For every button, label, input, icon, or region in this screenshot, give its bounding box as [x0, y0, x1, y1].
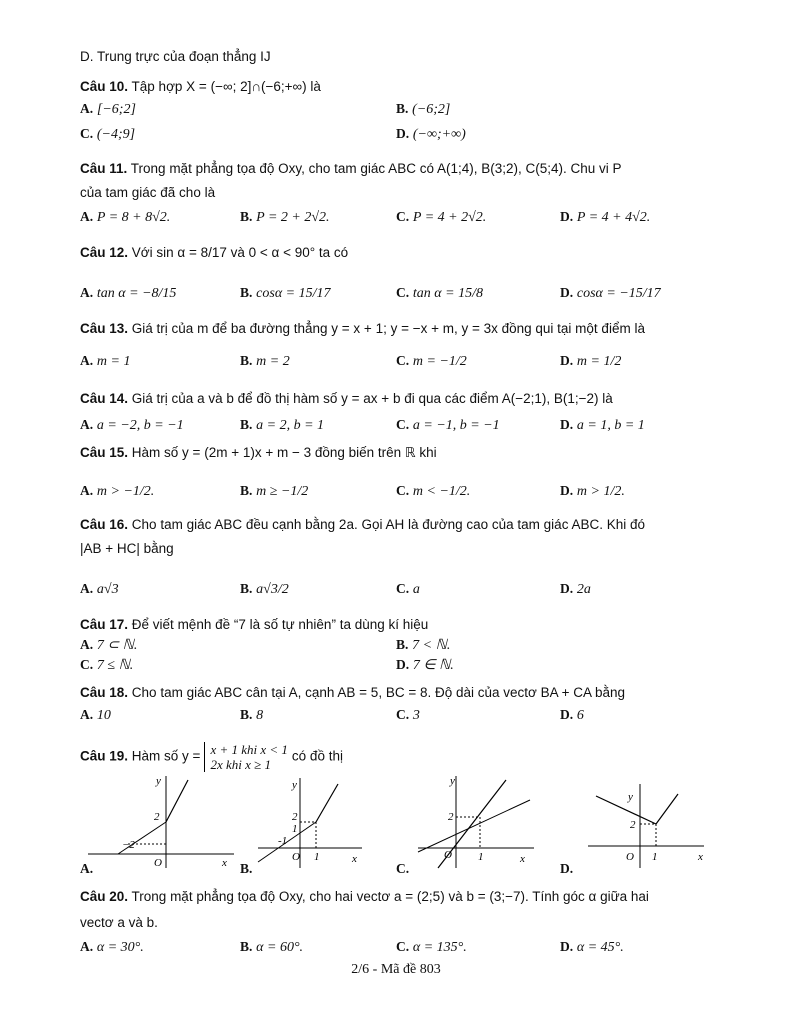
- option-q20-c[interactable]: [396, 938, 467, 956]
- graph-a-m2: −2: [122, 839, 135, 851]
- option-letter: B.: [240, 861, 253, 876]
- question-q18-stem: [80, 684, 625, 701]
- option-q14-b[interactable]: [240, 416, 324, 434]
- option-q17-d[interactable]: [396, 656, 454, 674]
- option-letter: C.: [80, 126, 94, 141]
- piece-2: 2x khi x ≥ 1: [210, 757, 272, 772]
- option-q12-a[interactable]: [80, 284, 176, 302]
- option-q16-d[interactable]: [560, 580, 591, 598]
- graph-a: [78, 770, 238, 870]
- graph-a-2: 2: [154, 811, 160, 823]
- piece-1: x + 1 khi x < 1: [210, 742, 288, 757]
- option-q11-d[interactable]: [560, 208, 650, 226]
- option-text: 3: [412, 708, 420, 723]
- option-text: α = 30°.: [96, 940, 144, 955]
- option-text: cosα = 15/17: [256, 286, 331, 301]
- option-q17-b[interactable]: [396, 636, 450, 654]
- option-q18-b[interactable]: [240, 706, 263, 724]
- graph-b-o: O: [292, 851, 300, 863]
- question-q19-stem: [80, 742, 343, 772]
- option-q10-c[interactable]: [80, 125, 135, 143]
- piecewise-brace: [204, 742, 287, 772]
- option-q12-d[interactable]: [560, 284, 661, 302]
- option-text: P = 2 + 2√2.: [256, 210, 330, 225]
- q19-stem-post: có đồ thị: [291, 748, 343, 764]
- question-q16-stem-cont: |AB + HC| bằng: [80, 541, 174, 556]
- option-q15-a[interactable]: [80, 482, 154, 500]
- option-letter: C.: [396, 209, 410, 224]
- question-text: Cho tam giác ABC đều cạnh bằng 2a. Gọi AH là đường cao của tam giác ABC. Khi đó: [131, 517, 645, 532]
- option-letter: D.: [560, 861, 574, 876]
- option-letter: D.: [560, 581, 574, 596]
- option-q12-b[interactable]: [240, 284, 331, 302]
- option-letter: D.: [560, 939, 574, 954]
- option-letter: D.: [560, 353, 574, 368]
- question-label: Câu 18.: [80, 685, 129, 700]
- question-q13-stem: [80, 320, 645, 337]
- option-letter: B.: [240, 707, 253, 722]
- graph-a-x: x: [222, 857, 227, 869]
- option-letter: B.: [240, 417, 253, 432]
- question-label: Câu 16.: [80, 517, 129, 532]
- option-q20-d[interactable]: [560, 938, 624, 956]
- question-q14-stem: [80, 390, 613, 407]
- option-letter: A.: [80, 285, 94, 300]
- graph-b-x: x: [352, 853, 357, 865]
- option-letter: D.: [396, 126, 410, 141]
- question-text: Hàm số y = (2m + 1)x + m − 3 đồng biến trên ℝ khi: [131, 445, 437, 460]
- question-text: Trong mặt phẳng tọa độ Oxy, cho tam giác ABC có A(1;4), B(3;2), C(5;4). Chu vi P: [130, 161, 622, 176]
- option-text: 7 ⊂ ℕ.: [96, 638, 138, 653]
- option-q15-c[interactable]: [396, 482, 470, 500]
- option-q10-b[interactable]: [396, 100, 450, 118]
- option-letter: A.: [80, 417, 94, 432]
- option-text: a = 1, b = 1: [576, 418, 645, 433]
- question-label: Câu 15.: [80, 445, 129, 460]
- option-letter: D.: [560, 417, 574, 432]
- option-letter: A.: [80, 483, 94, 498]
- option-q14-a[interactable]: [80, 416, 184, 434]
- graph-b: [238, 770, 368, 870]
- option-letter: A.: [80, 101, 94, 116]
- option-q18-c[interactable]: [396, 706, 420, 724]
- option-text: 8: [256, 708, 264, 723]
- option-text: m > −1/2.: [96, 484, 155, 499]
- option-text: 7 ≤ ℕ.: [96, 658, 134, 673]
- graph-a-o: O: [154, 857, 162, 869]
- graph-c-x: x: [520, 853, 525, 865]
- option-q20-b[interactable]: [240, 938, 303, 956]
- option-text: a√3: [96, 582, 119, 597]
- question-label: Câu 12.: [80, 245, 129, 260]
- option-q13-b[interactable]: [240, 352, 290, 370]
- option-text: 7 < ℕ.: [412, 638, 451, 653]
- option-q13-c[interactable]: [396, 352, 467, 370]
- option-letter: D.: [396, 657, 410, 672]
- option-letter: D.: [560, 707, 574, 722]
- option-text: m = −1/2: [412, 354, 467, 369]
- option-letter: C.: [396, 285, 410, 300]
- option-letter: B.: [240, 939, 253, 954]
- question-q10-stem: [80, 78, 321, 95]
- question-text: Giá trị của a và b để đồ thị hàm số y = ax + b đi qua các điểm A(−2;1), B(1;−2) là: [131, 391, 613, 406]
- question-label: Câu 20.: [80, 889, 129, 904]
- option-q18-a[interactable]: [80, 706, 111, 724]
- option-text: α = 135°.: [412, 940, 467, 955]
- option-letter: C.: [396, 483, 410, 498]
- option-text: cosα = −15/17: [576, 286, 661, 301]
- option-q13-d[interactable]: [560, 352, 621, 370]
- option-q12-c[interactable]: [396, 284, 483, 302]
- option-letter: A.: [80, 581, 94, 596]
- question-q15-stem: [80, 444, 437, 461]
- option-q10-a[interactable]: [80, 100, 136, 118]
- option-text: 2a: [576, 582, 591, 597]
- option-text: 6: [576, 708, 584, 723]
- option-q18-d[interactable]: [560, 706, 584, 724]
- option-letter: A.: [80, 353, 94, 368]
- option-letter: C.: [396, 707, 410, 722]
- graph-d-2: 2: [630, 819, 636, 831]
- question-label: Câu 17.: [80, 617, 129, 632]
- question-q17-stem: [80, 616, 428, 633]
- question-label: Câu 14.: [80, 391, 129, 406]
- option-letter: D.: [560, 209, 574, 224]
- question-text: Tập hợp X = (−∞; 2]∩(−6;+∞) là: [131, 79, 321, 94]
- prev-option-d: D. Trung trực của đoạn thẳng IJ: [80, 49, 271, 64]
- option-letter: D.: [560, 483, 574, 498]
- graph-c-x1: 1: [478, 851, 484, 863]
- graph-d-x: x: [698, 851, 703, 863]
- option-text: (−4;9]: [96, 127, 136, 142]
- q19-stem-pre: Hàm số y =: [131, 748, 201, 764]
- option-q13-a[interactable]: [80, 352, 130, 370]
- option-q20-a[interactable]: [80, 938, 144, 956]
- graph-b-x1: 1: [314, 851, 320, 863]
- graph-a-y: y: [156, 775, 161, 787]
- page-footer: 2/6 - Mã đề 803: [351, 962, 441, 977]
- graph-b-2: 2: [292, 811, 298, 823]
- option-letter: C.: [396, 353, 410, 368]
- graph-d-y: y: [628, 791, 633, 803]
- option-letter: B.: [240, 285, 253, 300]
- option-letter: B.: [396, 637, 409, 652]
- option-text: 7 ∈ ℕ.: [412, 658, 454, 673]
- option-letter: C.: [396, 861, 410, 876]
- option-q11-b[interactable]: [240, 208, 330, 226]
- option-text: P = 4 + 4√2.: [576, 210, 651, 225]
- option-text: a = −2, b = −1: [96, 418, 184, 433]
- option-text: m = 1: [96, 354, 131, 369]
- option-letter: C.: [396, 581, 410, 596]
- graph-c-y: y: [450, 775, 455, 787]
- option-letter: B.: [240, 483, 253, 498]
- option-text: (−∞;+∞): [412, 127, 466, 142]
- option-letter: A.: [80, 209, 94, 224]
- option-letter: C.: [80, 657, 94, 672]
- option-text: tan α = 15/8: [412, 286, 483, 301]
- option-q15-b[interactable]: [240, 482, 308, 500]
- option-letter: B.: [240, 353, 253, 368]
- option-q17-c[interactable]: [80, 656, 133, 674]
- question-q11-stem-cont: của tam giác đã cho là: [80, 185, 216, 200]
- graph-d-o: O: [626, 851, 634, 863]
- option-text: m ≥ −1/2: [256, 484, 309, 499]
- option-letter: B.: [240, 581, 253, 596]
- question-text: Cho tam giác ABC cân tại A, cạnh AB = 5, BC = 8. Độ dài của vectơ BA + CA bằng: [131, 685, 626, 700]
- option-letter: A.: [80, 939, 94, 954]
- option-text: m = 1/2: [576, 354, 622, 369]
- option-q14-d[interactable]: [560, 416, 645, 434]
- option-q16-b[interactable]: [240, 580, 289, 598]
- option-text: P = 8 + 8√2.: [96, 210, 171, 225]
- question-q12-stem: [80, 244, 348, 261]
- option-q16-c[interactable]: [396, 580, 420, 598]
- option-letter: B.: [240, 209, 253, 224]
- option-q11-a[interactable]: [80, 208, 170, 226]
- question-label: Câu 11.: [80, 161, 128, 176]
- graph-d-x1: 1: [652, 851, 658, 863]
- graph-c: [408, 770, 538, 870]
- option-q15-d[interactable]: [560, 482, 625, 500]
- option-text: (−6;2]: [412, 102, 451, 117]
- option-text: m < −1/2.: [412, 484, 471, 499]
- graph-b-y: y: [292, 779, 297, 791]
- question-q11-stem: [80, 160, 622, 177]
- graph-b-1: 1: [292, 823, 298, 835]
- question-text: Để viết mệnh đề “7 là số tự nhiên” ta dùng kí hiệu: [131, 617, 429, 632]
- option-letter: A.: [80, 861, 94, 876]
- option-text: m > 1/2.: [576, 484, 625, 499]
- option-letter: C.: [396, 417, 410, 432]
- option-text: tan α = −8/15: [96, 286, 177, 301]
- option-q11-c[interactable]: [396, 208, 486, 226]
- option-q10-d[interactable]: [396, 125, 466, 143]
- graph-c-2: 2: [448, 811, 454, 823]
- option-text: m = 2: [256, 354, 290, 369]
- graph-b-m1: -1: [278, 835, 288, 847]
- question-text: Giá trị của m để ba đường thẳng y = x + 1; y = −x + m, y = 3x đồng qui tại một điểm là: [131, 321, 645, 336]
- option-letter: A.: [80, 637, 94, 652]
- option-q14-c[interactable]: [396, 416, 500, 434]
- option-text: a: [412, 582, 420, 597]
- question-label: Câu 19.: [80, 748, 129, 764]
- graph-c-o: O: [444, 849, 452, 861]
- option-text: a = −1, b = −1: [412, 418, 500, 433]
- question-text: Trong mặt phẳng tọa độ Oxy, cho hai vectơ a = (2;5) và b = (3;−7). Tính góc α giữa hai: [131, 889, 649, 904]
- question-text: Với sin α = 8/17 và 0 < α < 90° ta có: [131, 245, 349, 260]
- option-text: α = 60°.: [256, 940, 304, 955]
- option-text: 10: [96, 708, 111, 723]
- option-text: a√3/2: [256, 582, 289, 597]
- option-q17-a[interactable]: [80, 636, 137, 654]
- option-letter: D.: [560, 285, 574, 300]
- option-q19-d[interactable]: [560, 860, 573, 878]
- option-text: a = 2, b = 1: [256, 418, 325, 433]
- option-letter: A.: [80, 707, 94, 722]
- question-label: Câu 10.: [80, 79, 129, 94]
- question-label: Câu 13.: [80, 321, 129, 336]
- option-letter: B.: [396, 101, 409, 116]
- question-q20-stem-cont: vectơ a và b.: [80, 915, 158, 930]
- graph-d: [578, 770, 708, 870]
- option-text: P = 4 + 2√2.: [412, 210, 487, 225]
- question-q20-stem: [80, 888, 649, 905]
- option-text: α = 45°.: [576, 940, 624, 955]
- question-q16-stem: [80, 516, 645, 533]
- option-text: [−6;2]: [96, 102, 136, 117]
- option-letter: C.: [396, 939, 410, 954]
- option-q16-a[interactable]: [80, 580, 119, 598]
